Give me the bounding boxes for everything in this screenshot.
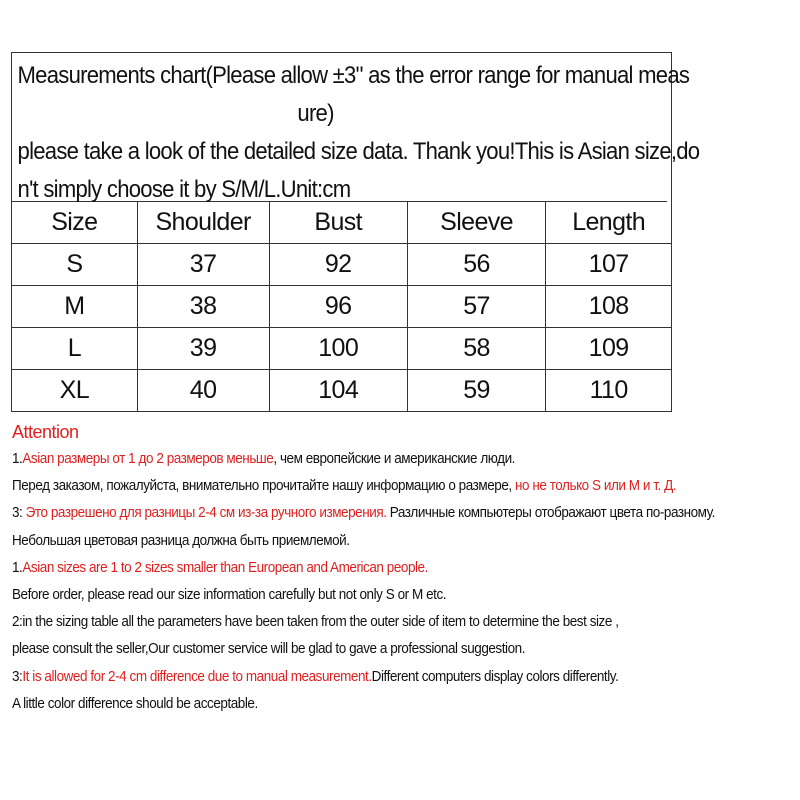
table-cell: 92 [269,244,407,286]
table-row [12,328,671,370]
note-line: Before order, please read our size information carefully but not only S or M etc. [12,585,447,603]
note-line: 1.Asian sizes are 1 to 2 sizes smaller than European and American people. [12,558,428,576]
column-header: Shoulder [137,202,269,244]
header-line-1: Measurements chart(Please allow ±3" as the error range for manual meas [17,62,690,89]
note-line: Перед заказом, пожалуйста, внимательно прочитайте нашу информацию о размере, но не только S или M и т. Д. [12,477,677,495]
table-cell: 38 [137,286,269,328]
column-header: Sleeve [407,202,545,244]
table-cell: 57 [407,286,545,328]
table-cell: 104 [269,370,407,412]
note-line: 3: Это разрешено для разницы 2-4 см из-за ручного измерения. Различные компьютеры отображают цвета по-разному. [12,504,715,522]
table-cell: 109 [546,328,671,370]
table-cell: 37 [137,244,269,286]
table-row [12,286,671,328]
notes-section [12,420,800,717]
note-line: Небольшая цветовая разница должна быть приемлемой. [12,531,350,549]
note-line: 1.Asian размеры от 1 до 2 размеров меньше, чем европейские и американские люди. [12,450,515,467]
note-line: please consult the seller,Our customer service will be glad to gave a professional suggestion. [12,640,525,658]
note-line: 2:in the sizing table all the parameters have been taken from the outer side of item to determine the best size , [12,613,619,631]
note-line: 3:It is allowed for 2-4 cm difference due to manual measurement.Different computers display colors differently. [12,667,619,685]
column-header: Size [12,202,137,244]
table-cell: 96 [269,286,407,328]
header-line-3: please take a look of the detailed size data. Thank you!This is Asian size,do [17,138,700,165]
column-header: Bust [269,202,407,244]
table-cell: L [12,328,137,370]
measurements-chart [11,52,700,412]
table-cell: 40 [137,370,269,412]
table-row [12,370,671,412]
table-row [12,244,671,286]
table-cell: 108 [546,286,671,328]
note-line: A little color difference should be acceptable. [12,694,258,712]
table-cell: 39 [137,328,269,370]
attention-heading: Attention [12,422,79,442]
chart-header [12,53,700,203]
table-cell: 59 [407,370,545,412]
table-cell: S [12,244,137,286]
column-header: Length [546,202,671,244]
header-line-2: ure) [297,100,334,127]
table-cell: 100 [269,328,407,370]
table-cell: 56 [407,244,545,286]
table-cell: M [12,286,137,328]
size-table [12,202,671,411]
header-line-4: n't simply choose it by S/M/L.Unit:cm [17,176,351,203]
table-cell: 110 [546,370,671,412]
table-cell: 58 [407,328,545,370]
table-cell: XL [12,370,137,412]
table-cell: 107 [546,244,671,286]
